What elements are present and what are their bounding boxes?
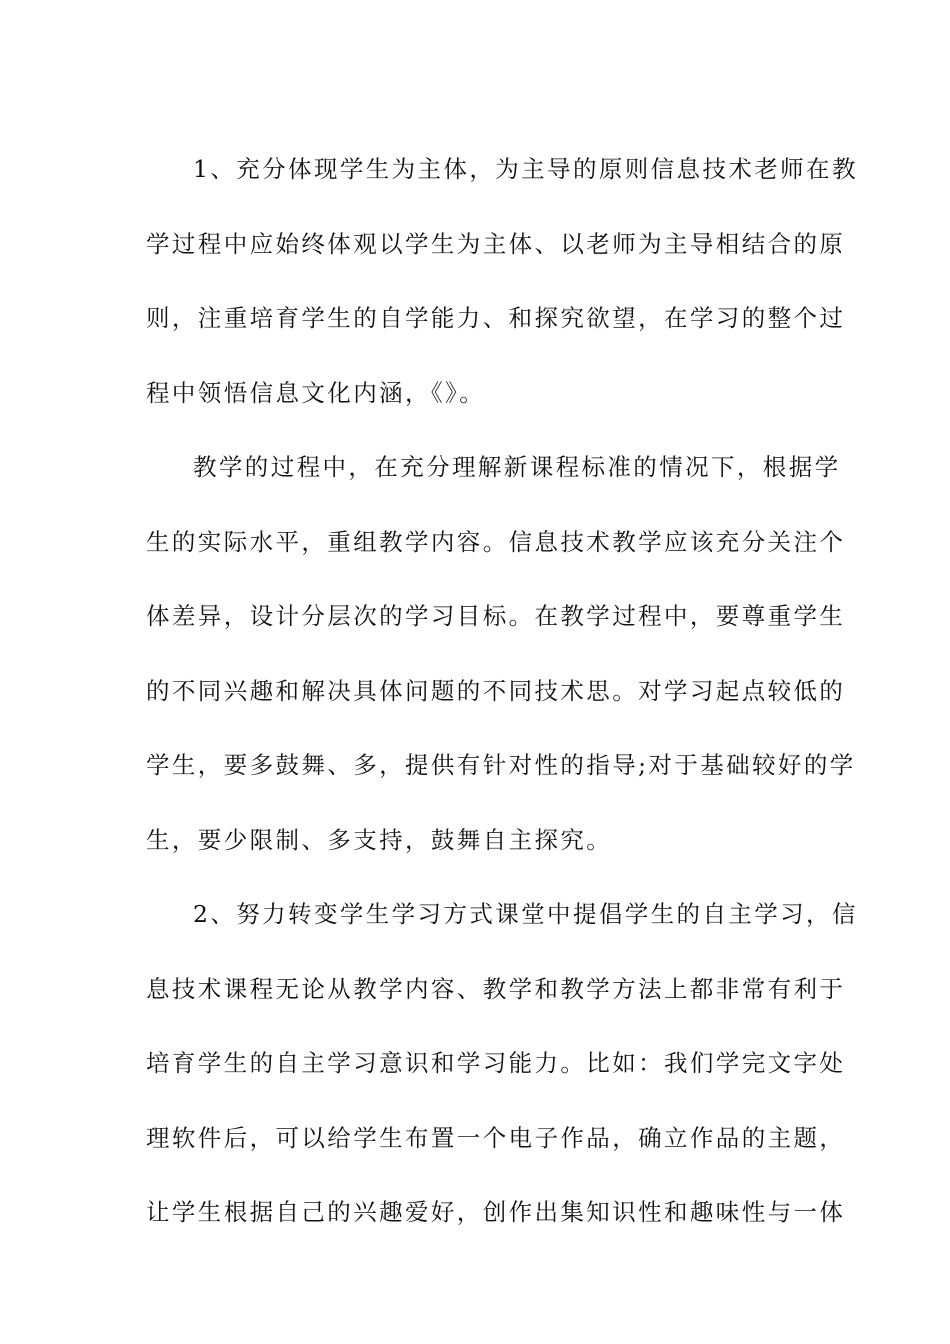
paragraph-2 — [146, 430, 856, 877]
text-line: 2、努力转变学生学习方式课堂中提倡学生的自主学习，信 — [193, 900, 858, 928]
text-line: 培育学生的自主学习意识和学习能力。比如：我们学完文字处 — [146, 1049, 846, 1077]
text-line: 学生，要多鼓舞、多，提供有针对性的指导;对于基础较好的学 — [146, 751, 856, 779]
text-line: 理软件后，可以给学生布置一个电子作品，确立作品的主题， — [146, 1123, 846, 1152]
text-line: 学过程中应始终体观以学生为主体、以老师为主导相结合的原 — [146, 229, 846, 258]
text-line: 息技术课程无论从教学内容、教学和教学方法上都非常有利于 — [146, 974, 846, 1003]
paragraph-3 — [146, 877, 858, 1250]
text-line: 生，要少限制、多支持，鼓舞自主探究。 — [146, 825, 613, 854]
paragraph-1 — [146, 132, 858, 430]
document-body — [146, 132, 858, 1250]
text-line: 教学的过程中，在充分理解新课程标准的情况下，根据学 — [193, 453, 841, 481]
text-line: 1、充分体现学生为主体，为主导的原则信息技术老师在教 — [193, 155, 858, 183]
text-line: 程中领悟信息文化内涵，《》。 — [146, 378, 486, 407]
text-line: 则，注重培育学生的自学能力、和探究欲望，在学习的整个过 — [146, 304, 846, 332]
text-line: 体差异，设计分层次的学习目标。在教学过程中，要尊重学生 — [146, 602, 846, 630]
text-line: 的不同兴趣和解决具体问题的不同技术思。对学习起点较低的 — [146, 676, 846, 705]
text-line: 让学生根据自己的兴趣爱好，创作出集知识性和趣味性与一体 — [146, 1198, 846, 1226]
text-line: 生的实际水平，重组教学内容。信息技术教学应该充分关注个 — [146, 527, 846, 556]
